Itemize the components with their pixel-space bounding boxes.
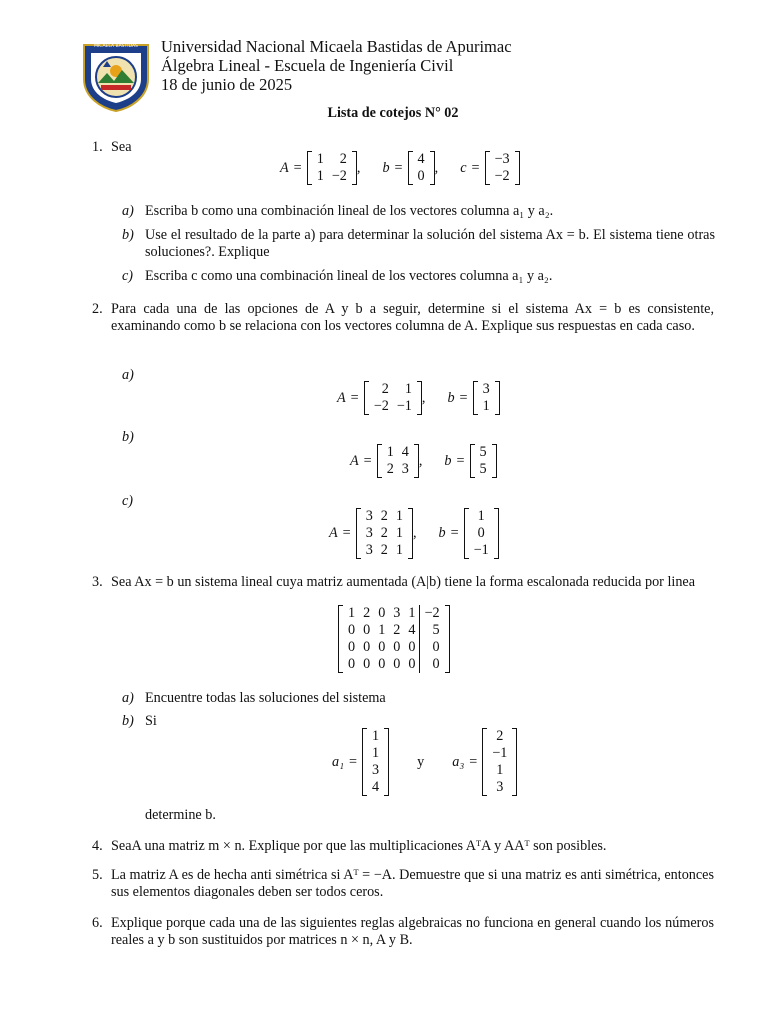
matrix-cell: 1 bbox=[395, 525, 403, 541]
matrix-cell: 1 bbox=[316, 168, 324, 184]
problem-4-text: SeaA una matriz m × n. Explique por que las multiplicaciones AᵀA y AAᵀ son posibles. bbox=[111, 838, 607, 854]
matrix-row bbox=[488, 728, 511, 745]
matrix-cell: 0 bbox=[408, 639, 416, 655]
matrix-cell: −2 bbox=[373, 398, 389, 414]
matrix-p1-b bbox=[408, 151, 435, 185]
matrix-row bbox=[479, 398, 494, 415]
symbol-A: A bbox=[280, 159, 289, 176]
matrix-row bbox=[370, 398, 416, 415]
matrix-row bbox=[362, 508, 407, 525]
problem-1a-label: a) bbox=[122, 203, 134, 219]
matrix-row bbox=[368, 762, 383, 779]
matrix-row bbox=[362, 525, 407, 542]
problem-1-matrices: A = 1 2 1 −2 , b = 4 0 , c = −3 −2 bbox=[280, 151, 520, 185]
matrix-cell: 1 bbox=[395, 508, 403, 524]
matrix-cell: −2 bbox=[331, 168, 347, 184]
problem-3a-text: Encuentre todas las soluciones del sistema bbox=[145, 690, 386, 706]
matrix-cell: 0 bbox=[417, 168, 425, 184]
university-seal bbox=[79, 39, 153, 113]
problem-5-text: La matriz A es de hecha anti simétrica si Aᵀ = −A. Demuestre que si una matriz es anti simétrica, entonces sus elementos diagonales deben ser todos ceros. bbox=[111, 867, 714, 900]
matrix-cell: 0 bbox=[348, 656, 356, 672]
matrix-p3-augmented bbox=[338, 605, 450, 673]
matrix-cell: 0 bbox=[363, 639, 371, 655]
matrix-cell: 1 bbox=[372, 745, 380, 761]
matrix-cell: 0 bbox=[420, 639, 444, 656]
matrix-row bbox=[368, 728, 383, 745]
matrix-row bbox=[470, 508, 493, 525]
matrix-cell: 2 bbox=[380, 508, 388, 524]
problem-6-text: Explique porque cada una de las siguientes reglas algebraicas no funciona en general cuando los números reales a y b son sustituidos por matrices n × n, A y B. bbox=[111, 915, 714, 948]
problem-2b-label: b) bbox=[122, 429, 134, 445]
matrix-row bbox=[344, 639, 444, 656]
matrix-cell: 2 bbox=[380, 542, 388, 558]
matrix-cell: 3 bbox=[365, 542, 373, 558]
word-y: y bbox=[417, 753, 425, 770]
matrix-cell: 4 bbox=[401, 444, 409, 460]
matrix-cell: −1 bbox=[473, 542, 489, 558]
matrix-cell: 1 bbox=[378, 622, 386, 638]
matrix-cell: 5 bbox=[479, 461, 487, 477]
matrix-cell: 1 bbox=[482, 398, 490, 414]
problem-1-number: 1. bbox=[92, 139, 103, 155]
matrix-row bbox=[491, 168, 514, 185]
matrix-cell: 2 bbox=[381, 381, 389, 397]
problem-1a-text: Escriba b como una combinación lineal de los vectores columna a₁ y a₂. bbox=[145, 203, 554, 219]
vector-a1 bbox=[362, 728, 389, 796]
problem-3b-vectors: a₁ = 1 1 3 4 y a₃ = 2 −1 1 3 bbox=[332, 728, 517, 796]
matrix-row bbox=[344, 622, 444, 639]
matrix-row bbox=[488, 779, 511, 796]
matrix-cell: 3 bbox=[372, 762, 380, 778]
problem-2c-label: c) bbox=[122, 493, 134, 509]
matrix-row bbox=[476, 461, 491, 478]
problem-3b-label: b) bbox=[122, 713, 134, 729]
matrix-cell: 0 bbox=[393, 656, 401, 672]
problem-1-text: Sea bbox=[111, 139, 132, 155]
matrix-cell: 4 bbox=[408, 622, 416, 638]
matrix-row bbox=[383, 461, 413, 478]
matrix-cell: −1 bbox=[396, 398, 412, 414]
matrix-cell: 1 bbox=[386, 444, 394, 460]
matrix-cell: 0 bbox=[348, 639, 356, 655]
matrix-p2b-b bbox=[470, 444, 497, 478]
header-university: Universidad Nacional Micaela Bastidas de Apurimac bbox=[161, 37, 512, 56]
matrix-row bbox=[344, 605, 444, 622]
problem-3-number: 3. bbox=[92, 574, 103, 590]
seal-text: MICAELA BASTIDAS bbox=[94, 44, 138, 49]
matrix-row bbox=[479, 381, 494, 398]
page-title: Lista de cotejos N° 02 bbox=[327, 105, 459, 121]
problem-2-text: Para cada una de las opciones de A y b a seguir, determine si el sistema Ax = b es consistente, examinando como b se relaciona con los vectores columna de A. Explique sus respuestas en cada caso. bbox=[111, 301, 714, 334]
matrix-cell: 0 bbox=[477, 525, 485, 541]
problem-2-number: 2. bbox=[92, 301, 103, 317]
header-date: 18 de junio de 2025 bbox=[161, 75, 293, 94]
problem-2a-matrices: A = 2 1 −2 −1 , b = 3 1 bbox=[337, 381, 500, 415]
matrix-cell: 0 bbox=[393, 639, 401, 655]
matrix-row bbox=[476, 444, 491, 461]
matrix-row bbox=[488, 762, 511, 779]
matrix-cell: −1 bbox=[492, 745, 508, 761]
matrix-row bbox=[491, 151, 514, 168]
matrix-p2c-A bbox=[356, 508, 413, 559]
matrix-p2a-b bbox=[473, 381, 500, 415]
problem-5-number: 5. bbox=[92, 867, 103, 883]
matrix-cell: 0 bbox=[348, 622, 356, 638]
matrix-cell: 1 bbox=[477, 508, 485, 524]
matrix-row bbox=[414, 151, 429, 168]
matrix-cell: 1 bbox=[404, 381, 412, 397]
matrix-cell: 2 bbox=[496, 728, 504, 744]
matrix-cell: −2 bbox=[494, 168, 510, 184]
matrix-cell: 2 bbox=[339, 151, 347, 167]
matrix-cell: 0 bbox=[378, 639, 386, 655]
matrix-cell: 1 bbox=[408, 605, 416, 621]
matrix-cell: 1 bbox=[348, 605, 356, 621]
problem-3a-label: a) bbox=[122, 690, 134, 706]
matrix-cell: 4 bbox=[372, 779, 380, 795]
matrix-row bbox=[313, 168, 351, 185]
matrix-cell: 1 bbox=[372, 728, 380, 744]
problem-1c-text: Escriba c como una combinación lineal de los vectores columna a₁ y a₂. bbox=[145, 268, 553, 284]
problem-3-augmented-matrix bbox=[338, 605, 450, 673]
matrix-cell: 3 bbox=[365, 508, 373, 524]
matrix-cell: 1 bbox=[496, 762, 504, 778]
matrix-cell: 3 bbox=[401, 461, 409, 477]
matrix-row bbox=[414, 168, 429, 185]
matrix-p1-A bbox=[307, 151, 357, 185]
matrix-cell: 5 bbox=[479, 444, 487, 460]
matrix-cell: 1 bbox=[316, 151, 324, 167]
matrix-cell: 0 bbox=[420, 656, 444, 673]
matrix-cell: 5 bbox=[420, 622, 444, 639]
problem-3-text: Sea Ax = b un sistema lineal cuya matriz aumentada (A|b) tiene la forma escalonada reducida por linea bbox=[111, 574, 696, 590]
matrix-cell: 0 bbox=[378, 605, 386, 621]
matrix-cell: 0 bbox=[408, 656, 416, 672]
matrix-cell: 2 bbox=[386, 461, 394, 477]
matrix-row bbox=[362, 542, 407, 559]
matrix-p2b-A bbox=[377, 444, 419, 478]
matrix-row bbox=[470, 525, 493, 542]
matrix-cell: 1 bbox=[395, 542, 403, 558]
matrix-p1-c bbox=[485, 151, 520, 185]
matrix-p2a-A bbox=[364, 381, 422, 415]
header-course: Álgebra Lineal - Escuela de Ingeniería Civil bbox=[161, 56, 454, 75]
matrix-cell: 2 bbox=[380, 525, 388, 541]
problem-6-number: 6. bbox=[92, 915, 103, 931]
matrix-cell: 2 bbox=[363, 605, 371, 621]
matrix-cell: 2 bbox=[393, 622, 401, 638]
problem-1b-label: b) bbox=[122, 227, 134, 243]
matrix-row bbox=[470, 542, 493, 559]
matrix-row bbox=[370, 381, 416, 398]
problem-1c-label: c) bbox=[122, 268, 134, 284]
matrix-row bbox=[313, 151, 351, 168]
matrix-row bbox=[383, 444, 413, 461]
matrix-cell: 0 bbox=[363, 622, 371, 638]
matrix-cell: 0 bbox=[378, 656, 386, 672]
matrix-row bbox=[344, 656, 444, 673]
matrix-cell: 4 bbox=[417, 151, 425, 167]
matrix-p2c-b bbox=[464, 508, 499, 559]
problem-1b-text: Use el resultado de la parte a) para determinar la solución del sistema Ax = b. El sistema tiene otras soluciones?. Explique bbox=[145, 227, 715, 260]
matrix-cell: 0 bbox=[363, 656, 371, 672]
vector-a3 bbox=[482, 728, 517, 796]
matrix-row bbox=[368, 779, 383, 796]
problem-2b-matrices: A = 1 4 2 3 , b = 5 5 bbox=[350, 444, 497, 478]
problem-3-end: determine b. bbox=[145, 807, 216, 823]
problem-2c-matrices: A = 3 2 1 3 2 1 3 2 1 , b = 1 0 −1 bbox=[329, 508, 499, 559]
matrix-cell: 3 bbox=[365, 525, 373, 541]
problem-2a-label: a) bbox=[122, 367, 134, 383]
matrix-cell: 3 bbox=[482, 381, 490, 397]
matrix-row bbox=[368, 745, 383, 762]
problem-3b-text: Si bbox=[145, 713, 157, 729]
matrix-cell: −3 bbox=[494, 151, 510, 167]
problem-4-number: 4. bbox=[92, 838, 103, 854]
matrix-row bbox=[488, 745, 511, 762]
matrix-cell: −2 bbox=[420, 605, 444, 622]
matrix-cell: 3 bbox=[496, 779, 504, 795]
matrix-cell: 3 bbox=[393, 605, 401, 621]
